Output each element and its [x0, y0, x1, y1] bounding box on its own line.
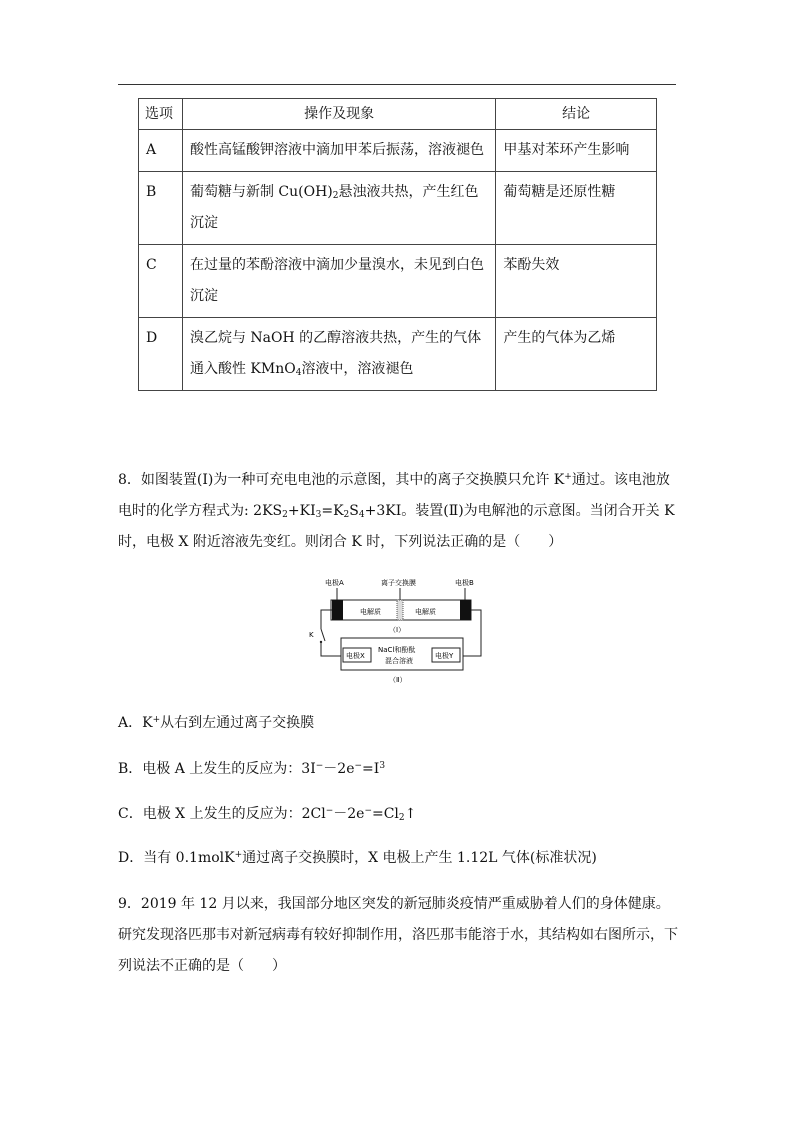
wire-left-bottom [321, 642, 341, 656]
header-operation: 操作及现象 [182, 99, 495, 130]
battery-electrolysis-diagram [305, 574, 485, 690]
row-conclusion: 苯酚失效 [496, 245, 657, 318]
option-text: =I [362, 761, 380, 777]
subscript: 2 [398, 813, 405, 823]
row-conclusion: 葡萄糖是还原性糖 [496, 172, 657, 245]
option-text: =Cl [371, 806, 399, 822]
table-header-row [139, 99, 657, 130]
operation-text: 悬浊液共热，产生红色沉淀 [189, 184, 479, 231]
label-solution-2: 混合溶液 [385, 657, 413, 665]
label-electrode-x: 电极X [346, 652, 365, 660]
question-9-stem: 9．2019 年 12 月以来，我国部分地区突发的新冠肺炎疫情严重威胁着人们的身体健康。研究发现洛匹那韦对新冠病毒有较好抑制作用，洛匹那韦能溶于水，其结构如右图所示，下列说法不正确的是（ ） [118, 896, 678, 974]
row-option: D [139, 318, 183, 391]
table-row [139, 130, 657, 172]
label-electrolyte-left: 电解质 [360, 608, 381, 616]
label-membrane: 离子交换膜 [381, 579, 416, 587]
q8-option-b [118, 759, 385, 779]
label-II: （Ⅱ） [389, 676, 407, 684]
options-table [138, 98, 657, 391]
membrane [397, 600, 403, 620]
table-row [139, 245, 657, 318]
subscript: 2 [282, 510, 288, 520]
superscript: − [364, 806, 372, 816]
row-conclusion: 产生的气体为乙烯 [496, 318, 657, 391]
header-option: 选项 [139, 99, 183, 130]
label-electrode-y: 电极Y [435, 652, 454, 660]
option-text: A．K [118, 715, 153, 731]
superscript: + [234, 850, 243, 860]
operation-text: 溴乙烷与 NaOH 的乙醇溶液共热，产生的气体通入酸性 KMnO [189, 330, 482, 377]
header-conclusion: 结论 [496, 99, 657, 130]
option-text: －2e [323, 761, 355, 777]
subscript: 2 [332, 191, 339, 201]
superscript: − [354, 761, 363, 771]
electrode-b-block [460, 600, 471, 620]
row-operation: 在过量的苯酚溶液中滴加少量溴水，未见到白色沉淀 [182, 245, 495, 318]
row-operation [182, 172, 495, 245]
switch-k [321, 629, 325, 641]
operation-text: 溶液中，溶液褪色 [301, 361, 414, 377]
option-text: －2e [333, 806, 365, 822]
label-electrode-b: 电极B [455, 579, 474, 587]
option-text: 通过离子交换膜时，X 电极上产生 1.12L 气体(标准状况) [242, 850, 597, 866]
q8-text: 8．如图装置(Ⅰ)为一种可充电电池的示意图，其中的离子交换膜只允许 K [118, 472, 565, 488]
header-rule [118, 84, 676, 85]
row-operation: 酸性高锰酸钾溶液中滴加甲苯后振荡，溶液褪色 [182, 130, 495, 172]
option-text: C．电极 X 上发生的反应为：2Cl [118, 806, 326, 822]
superscript: − [315, 761, 324, 771]
superscript: − [325, 806, 334, 816]
option-text: 从右到左通过离子交换膜 [160, 715, 315, 731]
label-I: （Ⅰ） [389, 626, 406, 634]
subscript: 2 [343, 510, 350, 520]
q8-text: +3KI。装置(Ⅱ)为电解池的示意图。当闭合开关 K 时，电极 X 附近溶液先变红。则闭合 K 时，下列说法正确的是（ ） [118, 503, 675, 550]
q8-text: 通过。该电池放电时的化学方程式为: 2K [118, 472, 670, 519]
option-text: B．电极 A 上发生的反应为：3I [118, 761, 316, 777]
operation-text: 葡萄糖与新制 Cu(OH) [189, 184, 333, 200]
row-option: A [139, 130, 183, 172]
label-electrolyte-right: 电解质 [415, 608, 436, 616]
superscript: + [152, 715, 161, 725]
label-electrode-a: 电极A [325, 579, 344, 587]
subscript: 3 [315, 510, 322, 520]
label-solution-1: NaCl和酚酞 [378, 646, 416, 654]
q8-option-c [118, 804, 416, 824]
q8-option-d [118, 848, 597, 868]
electrode-a-block [332, 600, 343, 620]
subscript: 4 [358, 510, 365, 520]
wire-left-top [321, 610, 332, 629]
table-row [139, 172, 657, 245]
table-row [139, 318, 657, 391]
row-option: B [139, 172, 183, 245]
row-option: C [139, 245, 183, 318]
label-switch-k: K [309, 631, 314, 639]
superscript: + [564, 472, 572, 482]
superscript: 3 [379, 761, 386, 771]
option-text: ↑ [404, 806, 417, 822]
q8-option-a [118, 713, 314, 733]
q8-text: +KI [287, 503, 316, 519]
subscript: 4 [295, 368, 302, 378]
row-operation [182, 318, 495, 391]
row-conclusion: 甲基对苯环产生影响 [496, 130, 657, 172]
q8-text: =K [321, 503, 344, 519]
option-text: D．当有 0.1molK [118, 850, 235, 866]
question-8-stem: 8．如图装置(Ⅰ)为一种可充电电池的示意图，其中的离子交换膜只允许 K+通过。该电池放电时的化学方程式为: $2KS_2+KI_3=K_2S_4+3KI$。装置(Ⅱ)为电解池的示意图。当闭合开关 K 时，电极 X 附近溶液先变红。则闭合 K 时，下列说法正确的是（ ） [118, 472, 675, 550]
